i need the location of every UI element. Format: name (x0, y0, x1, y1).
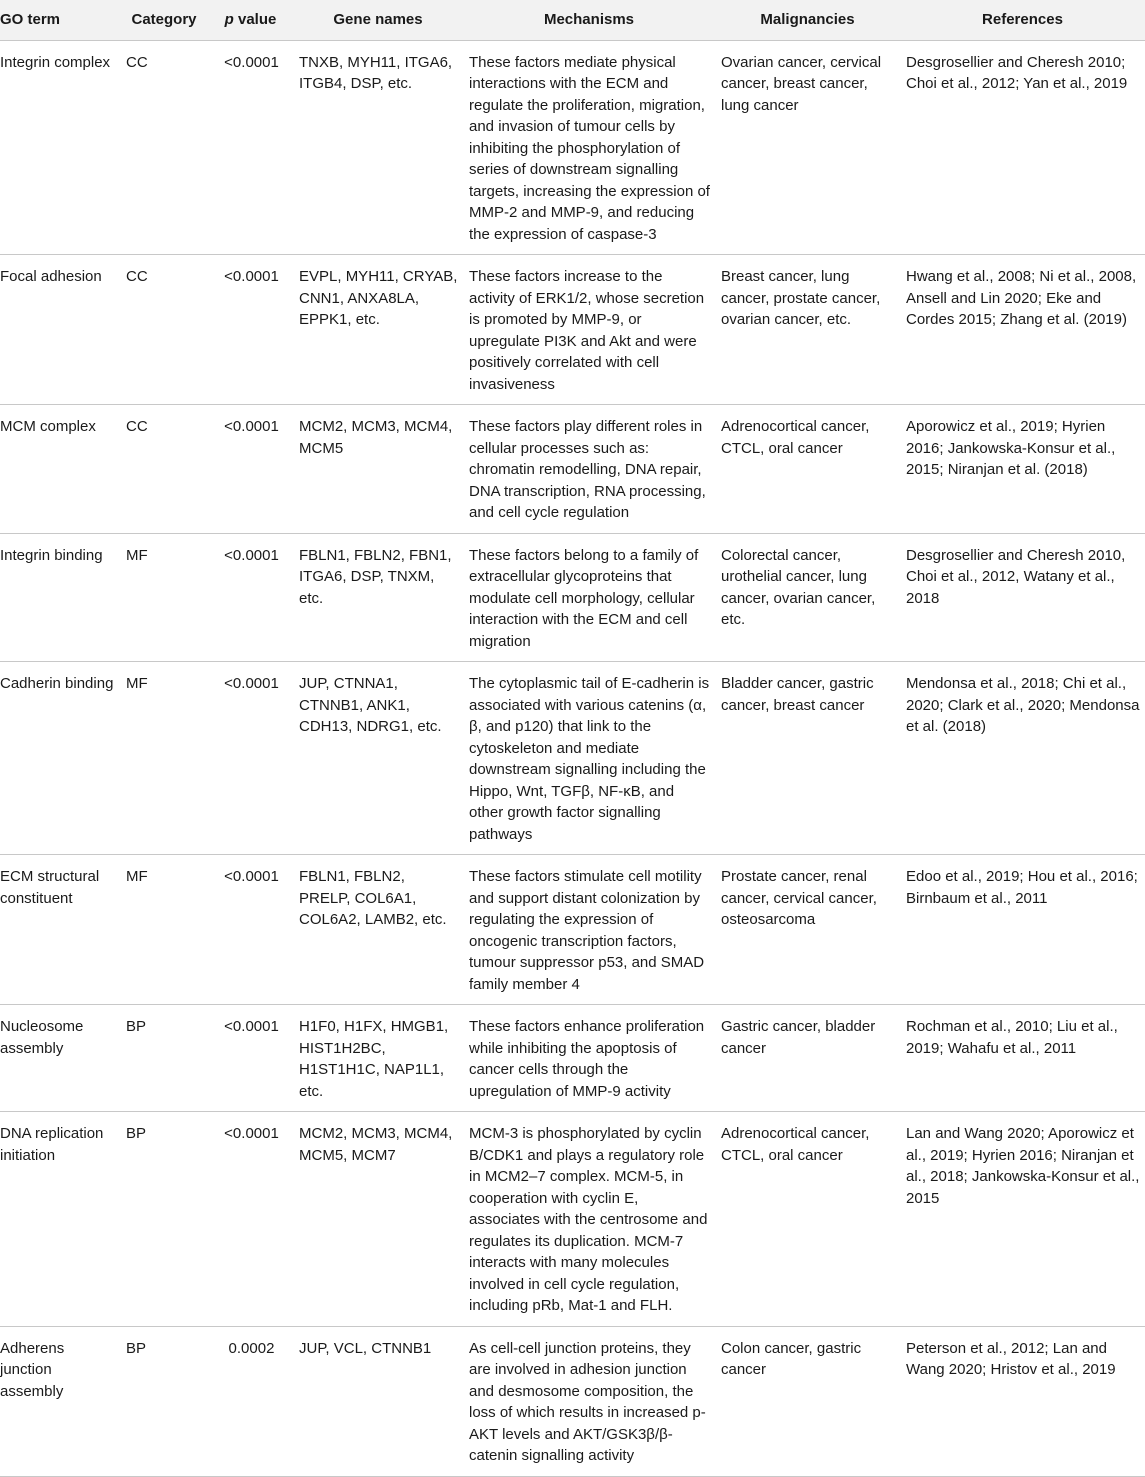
references-cell: Hwang et al., 2008; Ni et al., 2008, Ansell and Lin 2020; Eke and Cordes 2015; Zhang et al. (2019) (900, 255, 1145, 405)
go-term-cell: Nucleosome assembly (0, 1005, 120, 1112)
go-term-cell: Integrin complex (0, 40, 120, 255)
mechanism-cell: The cytoplasmic tail of E-cadherin is associated with various catenins (α, β, and p120) that link to the cytoskeleton and mediate downstream signalling including the Hippo, Wnt, TGFβ, NF-κB, and other growth factor signalling pathways (463, 662, 715, 855)
gene-names-cell: JUP, VCL, CTNNB1 (293, 1326, 463, 1476)
malignancies-cell: Bladder cancer, gastric cancer, breast cancer (715, 662, 900, 855)
mechanism-cell: As cell-cell junction proteins, they are involved in adhesion junction and desmosome composition, the loss of which results in increased p-AKT levels and AKT/GSK3β/β-catenin signalling activity (463, 1326, 715, 1476)
malignancies-cell: Prostate cancer, renal cancer, cervical cancer, osteosarcoma (715, 855, 900, 1005)
table-row (0, 405, 1145, 534)
p-value-cell: <0.0001 (208, 1112, 293, 1327)
gene-names-cell: JUP, CTNNA1, CTNNB1, ANK1, CDH13, NDRG1, etc. (293, 662, 463, 855)
header-row (0, 0, 1145, 40)
go-term-cell: Integrin binding (0, 533, 120, 662)
category-cell: BP (120, 1112, 208, 1327)
malignancies-cell: Adrenocortical cancer, CTCL, oral cancer (715, 405, 900, 534)
p-value-cell: <0.0001 (208, 405, 293, 534)
header-references: References (900, 0, 1145, 40)
category-cell: MF (120, 855, 208, 1005)
table-row (0, 662, 1145, 855)
gene-names-cell: MCM2, MCM3, MCM4, MCM5, MCM7 (293, 1112, 463, 1327)
p-value-cell: <0.0001 (208, 855, 293, 1005)
malignancies-cell: Breast cancer, lung cancer, prostate cancer, ovarian cancer, etc. (715, 255, 900, 405)
mechanism-cell: These factors enhance proliferation while inhibiting the apoptosis of cancer cells through the upregulation of MMP-9 activity (463, 1005, 715, 1112)
p-value-cell: <0.0001 (208, 255, 293, 405)
malignancies-cell: Gastric cancer, bladder cancer (715, 1005, 900, 1112)
table-row (0, 533, 1145, 662)
malignancies-cell: Ovarian cancer, cervical cancer, breast cancer, lung cancer (715, 40, 900, 255)
header-category: Category (120, 0, 208, 40)
go-term-cell: MCM complex (0, 405, 120, 534)
header-mechanisms: Mechanisms (463, 0, 715, 40)
p-value-cell: <0.0001 (208, 40, 293, 255)
header-gene-names: Gene names (293, 0, 463, 40)
table-body (0, 40, 1145, 1476)
mechanism-cell: These factors mediate physical interactions with the ECM and regulate the proliferation, migration, and invasion of tumour cells by inhibiting the phosphorylation of series of downstream signalling targets, increasing the expression of MMP-2 and MMP-9, and reducing the expression of caspase-3 (463, 40, 715, 255)
table-row (0, 855, 1145, 1005)
references-cell: Lan and Wang 2020; Aporowicz et al., 2019; Hyrien 2016; Niranjan et al., 2018; Jankowska-Konsur et al., 2015 (900, 1112, 1145, 1327)
category-cell: CC (120, 40, 208, 255)
go-term-cell: DNA replication initiation (0, 1112, 120, 1327)
mechanism-cell: These factors play different roles in cellular processes such as: chromatin remodelling, DNA repair, DNA transcription, RNA processing, and cell cycle regulation (463, 405, 715, 534)
mechanism-cell: MCM-3 is phosphorylated by cyclin B/CDK1 and plays a regulatory role in MCM2–7 complex. MCM-5, in cooperation with cyclin E, associates with the centrosome and regulates its duplication. MCM-7 interacts with many molecules involved in cell cycle regulation, including pRb, Mat-1 and FLH. (463, 1112, 715, 1327)
table-row (0, 1112, 1145, 1327)
table-row (0, 255, 1145, 405)
references-cell: Peterson et al., 2012; Lan and Wang 2020; Hristov et al., 2019 (900, 1326, 1145, 1476)
gene-names-cell: FBLN1, FBLN2, PRELP, COL6A1, COL6A2, LAMB2, etc. (293, 855, 463, 1005)
gene-names-cell: H1F0, H1FX, HMGB1, HIST1H2BC, H1ST1H1C, NAP1L1, etc. (293, 1005, 463, 1112)
malignancies-cell: Adrenocortical cancer, CTCL, oral cancer (715, 1112, 900, 1327)
gene-names-cell: MCM2, MCM3, MCM4, MCM5 (293, 405, 463, 534)
references-cell: Mendonsa et al., 2018; Chi et al., 2020; Clark et al., 2020; Mendonsa et al. (2018) (900, 662, 1145, 855)
header-p-value (208, 0, 293, 40)
header-go-term: GO term (0, 0, 120, 40)
references-cell: Desgrosellier and Cheresh 2010, Choi et al., 2012, Watany et al., 2018 (900, 533, 1145, 662)
category-cell: CC (120, 405, 208, 534)
category-cell: BP (120, 1005, 208, 1112)
malignancies-cell: Colon cancer, gastric cancer (715, 1326, 900, 1476)
header-malignancies: Malignancies (715, 0, 900, 40)
references-cell: Rochman et al., 2010; Liu et al., 2019; Wahafu et al., 2011 (900, 1005, 1145, 1112)
go-term-cell: Adherens junction assembly (0, 1326, 120, 1476)
table-row (0, 40, 1145, 255)
table-row (0, 1326, 1145, 1476)
table-row (0, 1005, 1145, 1112)
references-cell: Aporowicz et al., 2019; Hyrien 2016; Jankowska-Konsur et al., 2015; Niranjan et al. (2018) (900, 405, 1145, 534)
p-value-cell: <0.0001 (208, 533, 293, 662)
p-value-cell: 0.0002 (208, 1326, 293, 1476)
header-p-letter: p (224, 11, 234, 28)
go-term-cell: ECM structural constituent (0, 855, 120, 1005)
go-term-cell: Cadherin binding (0, 662, 120, 855)
references-cell: Desgrosellier and Cheresh 2010; Choi et al., 2012; Yan et al., 2019 (900, 40, 1145, 255)
gene-names-cell: EVPL, MYH11, CRYAB, CNN1, ANXA8LA, EPPK1, etc. (293, 255, 463, 405)
category-cell: BP (120, 1326, 208, 1476)
header-p-rest: value (233, 11, 277, 28)
p-value-cell: <0.0001 (208, 662, 293, 855)
mechanism-cell: These factors belong to a family of extracellular glycoproteins that modulate cell morphology, cellular interaction with the ECM and cell migration (463, 533, 715, 662)
references-cell: Edoo et al., 2019; Hou et al., 2016; Birnbaum et al., 2011 (900, 855, 1145, 1005)
gene-names-cell: FBLN1, FBLN2, FBN1, ITGA6, DSP, TNXM, etc. (293, 533, 463, 662)
category-cell: MF (120, 662, 208, 855)
category-cell: CC (120, 255, 208, 405)
mechanism-cell: These factors increase to the activity of ERK1/2, whose secretion is promoted by MMP-9, or upregulate PI3K and Akt and were positively correlated with cell invasiveness (463, 255, 715, 405)
category-cell: MF (120, 533, 208, 662)
mechanism-cell: These factors stimulate cell motility and support distant colonization by regulating the expression of oncogenic transcription factors, tumour suppressor p53, and SMAD family member 4 (463, 855, 715, 1005)
malignancies-cell: Colorectal cancer, urothelial cancer, lung cancer, ovarian cancer, etc. (715, 533, 900, 662)
go-term-cell: Focal adhesion (0, 255, 120, 405)
gene-names-cell: TNXB, MYH11, ITGA6, ITGB4, DSP, etc. (293, 40, 463, 255)
p-value-cell: <0.0001 (208, 1005, 293, 1112)
